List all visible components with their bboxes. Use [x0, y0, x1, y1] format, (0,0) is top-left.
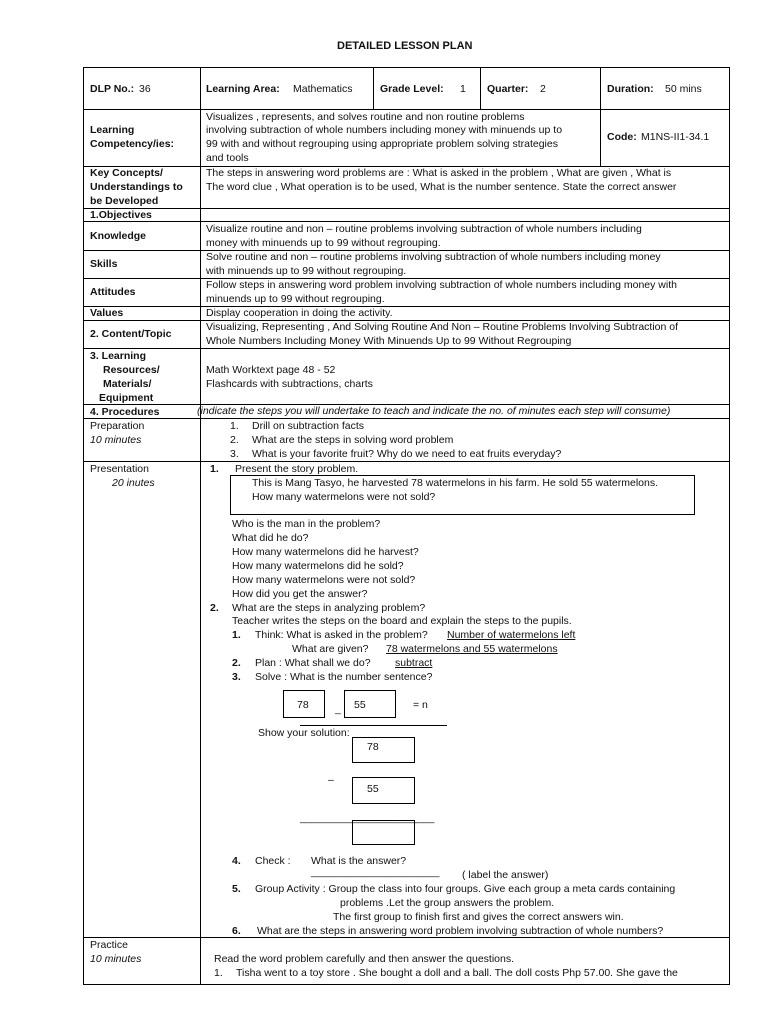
attitudes-label: Attitudes: [90, 286, 136, 298]
substep-number: 1.: [232, 629, 241, 641]
plan-text: Plan : What shall we do?: [255, 657, 371, 669]
resources-label: Equipment: [99, 392, 154, 404]
substep-number: 2.: [232, 657, 241, 669]
dlp-label: DLP No.:: [90, 83, 135, 95]
knowledge-line: Visualize routine and non – routine problems involving subtraction of whole numbers including: [206, 223, 642, 235]
solution-box-answer: [352, 820, 415, 845]
group-activity-line: problems .Let the group answers the problem.: [340, 897, 555, 909]
check-label: ( label the answer): [462, 869, 549, 881]
header-divider-1: [373, 67, 374, 109]
skills-label: Skills: [90, 258, 118, 270]
think-answer: Number of watermelons left: [447, 629, 576, 641]
code-divider: [600, 109, 601, 166]
code-label: Code:: [607, 131, 637, 143]
objectives-heading: 1.Objectives: [90, 209, 152, 221]
story-line: This is Mang Tasyo, he harvested 78 watermelons in his farm. He sold 55 watermelons.: [252, 477, 658, 489]
procedures-note: (indicate the steps you will undertake to teach and indicate the no. of minutes each step will consume): [197, 405, 671, 417]
resources-label: Resources/: [103, 364, 160, 376]
check-text: Check :: [255, 855, 291, 867]
competency-line: 99 with and without regrouping using appropriate problem solving strategies: [206, 138, 558, 150]
header-divider-3: [600, 67, 601, 109]
step-number: 2.: [210, 602, 219, 614]
practice-item-num: 1.: [214, 967, 223, 979]
substep-number: 6.: [232, 925, 241, 937]
page-title: DETAILED LESSON PLAN: [337, 40, 473, 52]
sentence-operator: _: [335, 703, 341, 715]
presentation-label: Presentation: [90, 463, 149, 475]
solution-minuend: 78: [367, 741, 379, 753]
competency-line: involving subtraction of whole numbers including money with minuends up to: [206, 124, 563, 136]
sentence-underline: [300, 725, 447, 726]
practice-intro: Read the word problem carefully and then answer the questions.: [214, 953, 515, 965]
solve-text: Solve : What is the number sentence?: [255, 671, 433, 683]
values-text: Display cooperation in doing the activity.: [206, 307, 393, 319]
skills-line: Solve routine and non – routine problems involving subtraction of whole numbers including money: [206, 251, 661, 263]
duration-value: 50 mins: [665, 83, 702, 95]
rule-bottom: [83, 984, 730, 985]
grade-level-label: Grade Level:: [380, 83, 444, 95]
rule-key-concepts: [83, 208, 730, 209]
competency-line: Visualizes , represents, and solves routine and non routine problems: [206, 111, 525, 123]
content-line: Whole Numbers Including Money With Minuends Up to 99 Without Regrouping: [206, 335, 572, 347]
competency-line: and tools: [206, 152, 249, 164]
sentence-equals: = n: [413, 699, 428, 711]
table-left-border: [83, 67, 84, 985]
label-column-divider: [200, 67, 201, 985]
substep-number: 5.: [232, 883, 241, 895]
prep-item-num: 1.: [230, 420, 239, 432]
prep-item-num: 3.: [230, 448, 239, 460]
knowledge-line: money with minuends up to 99 without regrouping.: [206, 237, 441, 249]
resources-label: 3. Learning: [90, 350, 147, 362]
presentation-time: 20 inutes: [112, 477, 155, 489]
key-concepts-label: Understandings to: [90, 181, 183, 193]
procedures-label: 4. Procedures: [90, 406, 160, 418]
resources-line: Math Worktext page 48 - 52: [206, 364, 336, 376]
rule-attitudes: [83, 306, 730, 307]
sentence-minuend: 78: [297, 699, 309, 711]
key-concepts-label: be Developed: [90, 195, 159, 207]
content-label: 2. Content/Topic: [90, 328, 172, 340]
rule-procedures: [83, 418, 730, 419]
story-line: How many watermelons were not sold?: [252, 491, 436, 503]
check-blank: ______________________: [311, 866, 440, 878]
question-item: How did you get the answer?: [232, 588, 368, 600]
plan-answer: subtract: [395, 657, 433, 669]
preparation-time: 10 minutes: [90, 434, 142, 446]
skills-line: with minuends up to 99 without regrouping.: [206, 265, 407, 277]
key-concepts-label: Key Concepts/: [90, 167, 163, 179]
sentence-subtrahend: 55: [354, 699, 366, 711]
step-2-subtext: Teacher writes the steps on the board and explain the steps to the pupils.: [232, 615, 572, 627]
resources-line: Flashcards with subtractions, charts: [206, 378, 373, 390]
solution-box-minuend: [352, 737, 415, 763]
competency-label-2: Competency/ies:: [90, 138, 175, 150]
attitudes-line: minuends up to 99 without regrouping.: [206, 293, 385, 305]
step-2-text: What are the steps in analyzing problem?: [232, 602, 426, 614]
preparation-label: Preparation: [90, 420, 145, 432]
header-divider-2: [480, 67, 481, 109]
competency-label: Learning: [90, 124, 135, 136]
prep-item: Drill on subtraction facts: [252, 420, 365, 432]
solution-box-subtrahend: [352, 777, 415, 804]
step-1-text: Present the story problem.: [235, 463, 359, 475]
question-item: Who is the man in the problem?: [232, 518, 381, 530]
values-label: Values: [90, 307, 124, 319]
think-text: Think: What is asked in the problem?: [255, 629, 428, 641]
practice-time: 10 minutes: [90, 953, 142, 965]
key-concepts-line: The steps in answering word problems are : What is asked in the problem , What are given , What is: [206, 167, 672, 179]
quarter-label: Quarter:: [487, 83, 529, 95]
given-text: What are given?: [292, 643, 369, 655]
code-value: M1NS-II1-34.1: [641, 131, 710, 143]
content-line: Visualizing, Representing , And Solving Routine And Non – Routine Problems Involving Subtraction of: [206, 321, 679, 333]
solution-subtrahend: 55: [367, 783, 379, 795]
prep-item-num: 2.: [230, 434, 239, 446]
rule-content: [83, 348, 730, 349]
question-item: How many watermelons did he sold?: [232, 560, 404, 572]
rule-preparation: [83, 461, 730, 462]
check-question: What is the answer?: [311, 855, 407, 867]
step-6-text: What are the steps in answering word problem involving subtraction of whole numbers?: [257, 925, 664, 937]
question-item: How many watermelons did he harvest?: [232, 546, 419, 558]
knowledge-label: Knowledge: [90, 230, 147, 242]
rule-header: [83, 109, 730, 110]
learning-area-label: Learning Area:: [206, 83, 280, 95]
dlp-value: 36: [139, 83, 151, 95]
attitudes-line: Follow steps in answering word problem involving subtraction of whole numbers including money with: [206, 279, 677, 291]
show-solution-label: Show your solution:: [258, 727, 350, 739]
quarter-value: 2: [540, 83, 546, 95]
practice-item: Tisha went to a toy store . She bought a doll and a ball. The doll costs Php 57.00. She gave the: [236, 967, 678, 979]
substep-number: 4.: [232, 855, 241, 867]
question-item: How many watermelons were not sold?: [232, 574, 416, 586]
number-sentence-box-b: [344, 690, 396, 718]
step-number: 1.: [210, 463, 219, 475]
grade-level-value: 1: [460, 83, 466, 95]
question-item: What did he do?: [232, 532, 309, 544]
practice-label: Practice: [90, 939, 128, 951]
rule-objectives: [83, 221, 730, 222]
rule-top: [83, 67, 730, 68]
group-activity-line: The first group to finish first and gives the correct answers win.: [333, 911, 624, 923]
prep-item: What are the steps in solving word problem: [252, 434, 454, 446]
solution-minus: –: [328, 774, 334, 786]
table-right-border: [729, 67, 730, 985]
given-answer: 78 watermelons and 55 watermelons: [386, 643, 558, 655]
prep-item: What is your favorite fruit? Why do we need to eat fruits everyday?: [252, 448, 562, 460]
solution-dashes: _______________________: [300, 812, 435, 824]
learning-area-value: Mathematics: [293, 83, 353, 95]
substep-number: 3.: [232, 671, 241, 683]
key-concepts-line: The word clue , What operation is to be used, What is the number sentence. State the correct answer: [206, 181, 677, 193]
group-activity-line: Group Activity : Group the class into four groups. Give each group a meta cards containing: [255, 883, 676, 895]
duration-label: Duration:: [607, 83, 654, 95]
resources-label: Materials/: [103, 378, 152, 390]
